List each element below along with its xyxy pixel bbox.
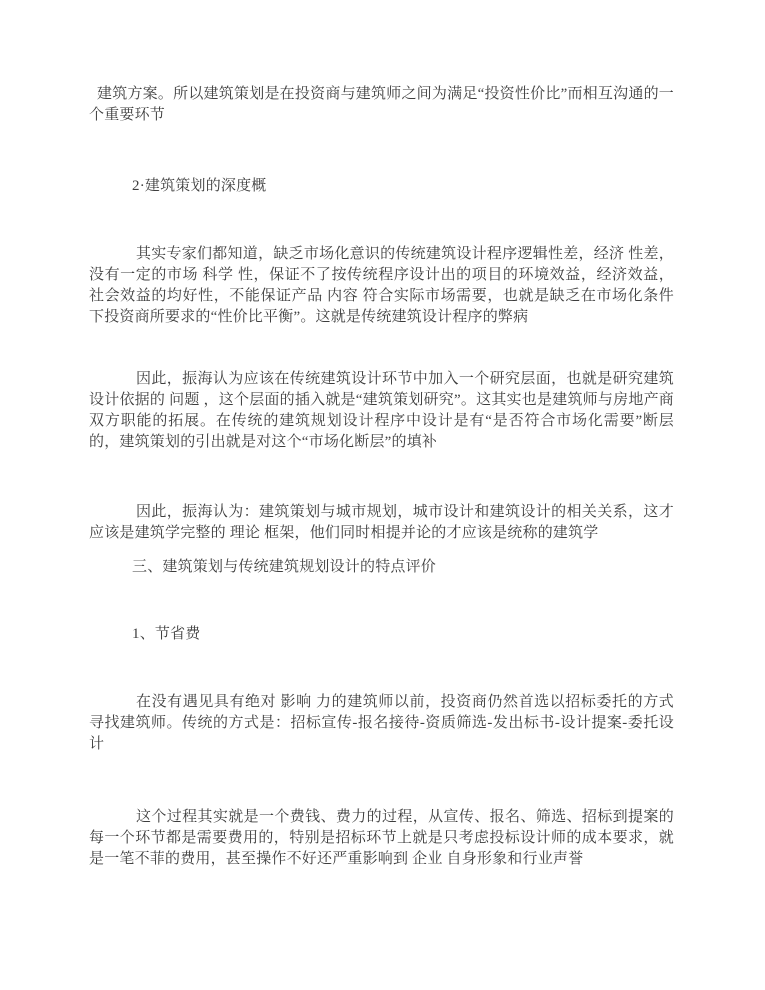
paragraph-bidding-costs: 这个过程其实就是一个费钱、费力的过程，从宣传、报名、筛选、招标到提案的每一个环节都是需要费用的，特别是招标环节上就是只考虑投标设计师的成本要求，就是一笔不菲的费用，甚至操作不好还严重影响到 企业 自身形象和行业声誉 [89, 809, 674, 867]
paragraph-traditional-design-flaws: 其实专家们都知道，缺乏市场化意识的传统建筑设计程序逻辑性差，经济 性差，没有一定的市场 科学 性，保证不了按传统程序设计出的项目的环境效益，经济效益， 社会效益的均好性，不能保证产品 内容 符合实际市场需要，也就是缺乏在市场化条件下投资商所要求的“性价比平衡”。这就是传统建筑设计程序的弊病 [89, 246, 674, 325]
document-body [89, 84, 674, 870]
subsection-heading-1-cost-saving: 1、节省费 [132, 626, 201, 642]
paragraph-continuation-intro: 建筑方案。所以建筑策划是在投资商与建筑师之间为满足“投资性价比”而相互沟通的一个重要环节 [89, 86, 674, 123]
paragraph-architecture-framework: 因此，振海认为：建筑策划与城市规划，城市设计和建筑设计的相关关系，这才应该是建筑学完整的 理论 框架，他们同时相提并论的才应该是统称的建筑学 [89, 504, 674, 541]
paragraph-research-layer: 因此，振海认为应该在传统建筑设计环节中加入一个研究层面，也就是研究建筑设计依据的 问题 ，这个层面的插入就是“建筑策划研究”。这其实也是建筑师与房地产商双方职能的拓展。在传统的建筑规划设计程序中设计是有“是否符合市场化需要”断层的，建筑策划的引出就是对这个“市场化断层”的填补 [89, 371, 674, 450]
paragraph-bidding-process: 在没有遇见具有绝对 影响 力的建筑师以前，投资商仍然首选以招标委托的方式寻找建筑师。传统的方式是：招标宣传-报名接待-资质筛选-发出标书-设计提案-委托设计 [89, 694, 674, 752]
section-heading-2-depth: 2·建筑策划的深度概 [132, 178, 267, 194]
section-heading-3-evaluation: 三、建筑策划与传统建筑规划设计的特点评价 [132, 559, 437, 575]
